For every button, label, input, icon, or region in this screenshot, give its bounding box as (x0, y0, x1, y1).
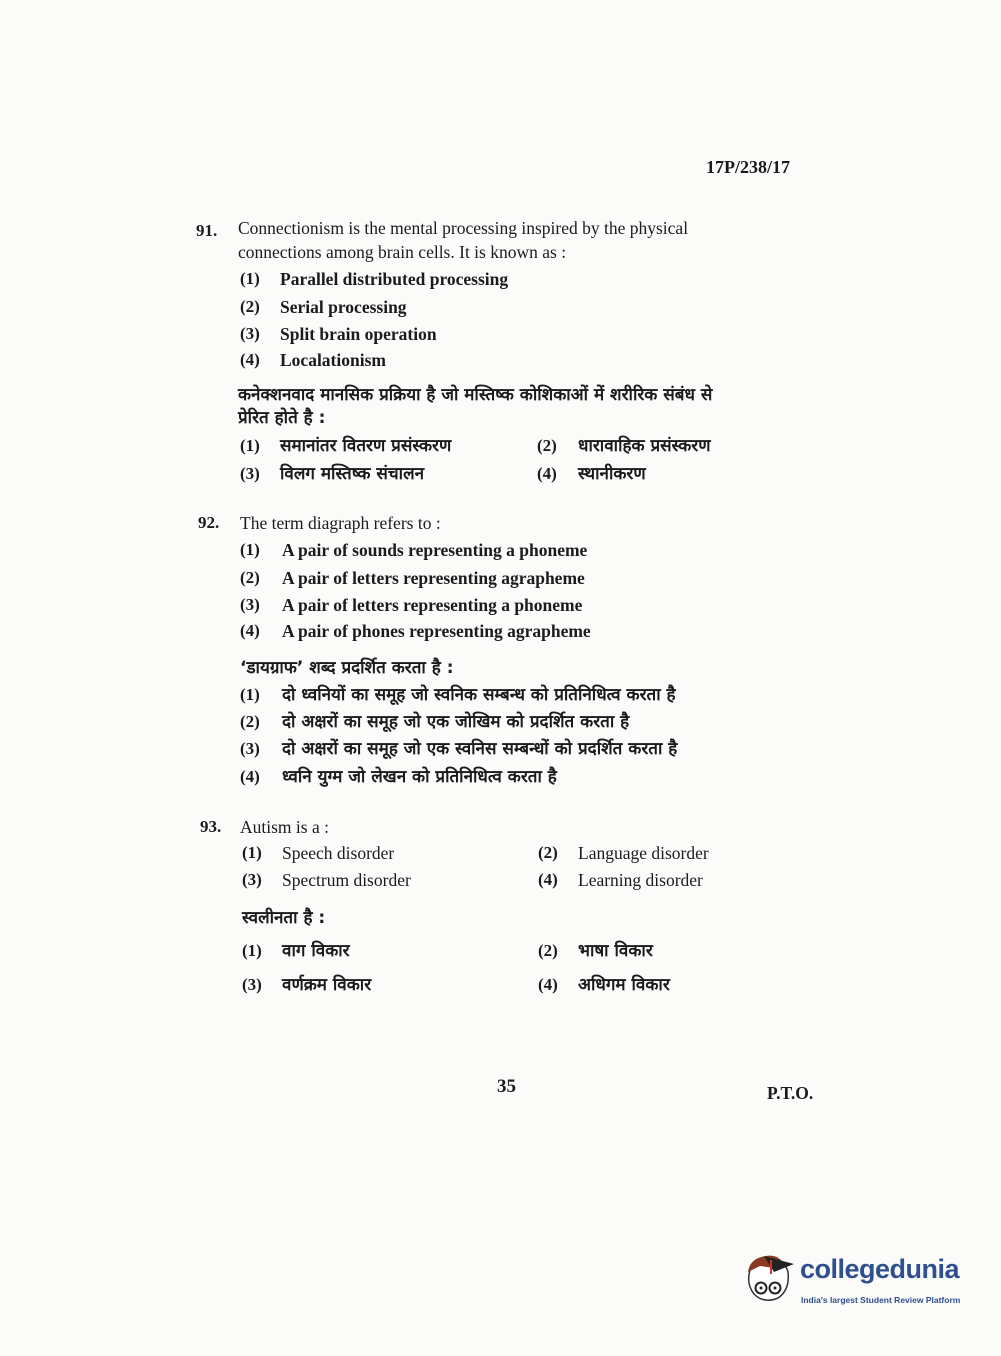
option-label: (1) (240, 436, 260, 455)
question-number: 91. (196, 221, 218, 240)
pto-label: P.T.O. (767, 1083, 814, 1103)
question-number: 92. (198, 513, 220, 532)
option-label: (4) (240, 350, 260, 369)
option-text: A pair of letters representing a phoneme (282, 595, 583, 615)
paper-code: 17P/238/17 (706, 157, 790, 177)
option-label: (4) (240, 621, 260, 640)
question-text: connections among brain cells. It is known as : (238, 242, 567, 262)
option-label: (2) (240, 712, 260, 731)
option-label: (3) (240, 464, 260, 483)
option-label: (2) (240, 297, 260, 316)
option-label: (2) (538, 843, 558, 862)
option-label: (2) (538, 941, 558, 960)
option-text: Split brain operation (280, 324, 437, 344)
option-label: (4) (537, 464, 557, 483)
option-text-hindi: दो ध्वनियों का समूह जो स्वनिक सम्बन्ध को प्रतिनिधित्व करता है (282, 685, 676, 705)
option-text-hindi: दो अक्षरों का समूह जो एक जोखिम को प्रदर्शित करता है (282, 712, 630, 732)
collegedunia-watermark (744, 1250, 969, 1314)
option-label: (3) (240, 739, 260, 758)
option-text: Speech disorder (282, 843, 395, 863)
option-text-hindi: स्थानीकरण (578, 464, 646, 484)
page-number: 35 (497, 1076, 516, 1097)
option-label: (1) (240, 540, 260, 559)
option-text: A pair of letters representing agrapheme (282, 568, 585, 588)
option-text: A pair of sounds representing a phoneme (282, 540, 588, 560)
question-text: Autism is a : (240, 817, 329, 837)
option-text: Parallel distributed processing (280, 269, 509, 289)
option-text: Localationism (280, 350, 386, 370)
option-text: Learning disorder (578, 870, 703, 890)
option-text-hindi: वाग विकार (282, 941, 350, 961)
option-label: (1) (240, 269, 260, 288)
brand-name: collegedunia (800, 1254, 960, 1284)
question-text: Connectionism is the mental processing inspired by the physical (238, 218, 689, 238)
option-label: (3) (240, 324, 260, 343)
option-text-hindi: अधिगम विकार (578, 975, 670, 995)
question-text: The term diagraph refers to : (240, 513, 441, 533)
option-label: (3) (242, 975, 262, 994)
option-label: (3) (242, 870, 262, 889)
option-label: (4) (240, 767, 260, 786)
option-label: (2) (240, 568, 260, 587)
option-text: A pair of phones representing agrapheme (282, 621, 591, 641)
option-text: Spectrum disorder (282, 870, 411, 890)
question-text-hindi: ‘डायग्राफ’ शब्द प्रदर्शित करता है : (240, 658, 454, 678)
question-text-hindi: स्वलीनता है : (242, 908, 326, 928)
question-text-hindi: प्रेरित होते है : (238, 408, 326, 428)
mascot-logo-icon (744, 1250, 800, 1314)
option-text-hindi: धारावाहिक प्रसंस्करण (578, 436, 711, 456)
option-label: (3) (240, 595, 260, 614)
option-label: (1) (242, 843, 262, 862)
option-label: (1) (240, 685, 260, 704)
option-label: (4) (538, 975, 558, 994)
option-text-hindi: ध्वनि युग्म जो लेखन को प्रतिनिधित्व करता है (282, 767, 557, 787)
option-text: Language disorder (578, 843, 709, 863)
brand-tagline: India's largest Student Review Platform (801, 1295, 961, 1305)
option-text-hindi: समानांतर वितरण प्रसंस्करण (280, 436, 452, 456)
question-number: 93. (200, 817, 222, 836)
option-label: (2) (537, 436, 557, 455)
question-text-hindi: कनेक्शनवाद मानसिक प्रक्रिया है जो मस्तिष्क कोशिकाओं में शरीरिक संबंध से (238, 385, 713, 405)
option-text-hindi: भाषा विकार (578, 941, 653, 961)
option-text: Serial processing (280, 297, 407, 317)
option-text-hindi: दो अक्षरों का समूह जो एक स्वनिस सम्बन्धों को प्रदर्शित करता है (282, 739, 678, 759)
option-label: (4) (538, 870, 558, 889)
option-text-hindi: विलग मस्तिष्क संचालन (280, 464, 425, 484)
option-text-hindi: वर्णक्रम विकार (282, 975, 372, 995)
option-label: (1) (242, 941, 262, 960)
